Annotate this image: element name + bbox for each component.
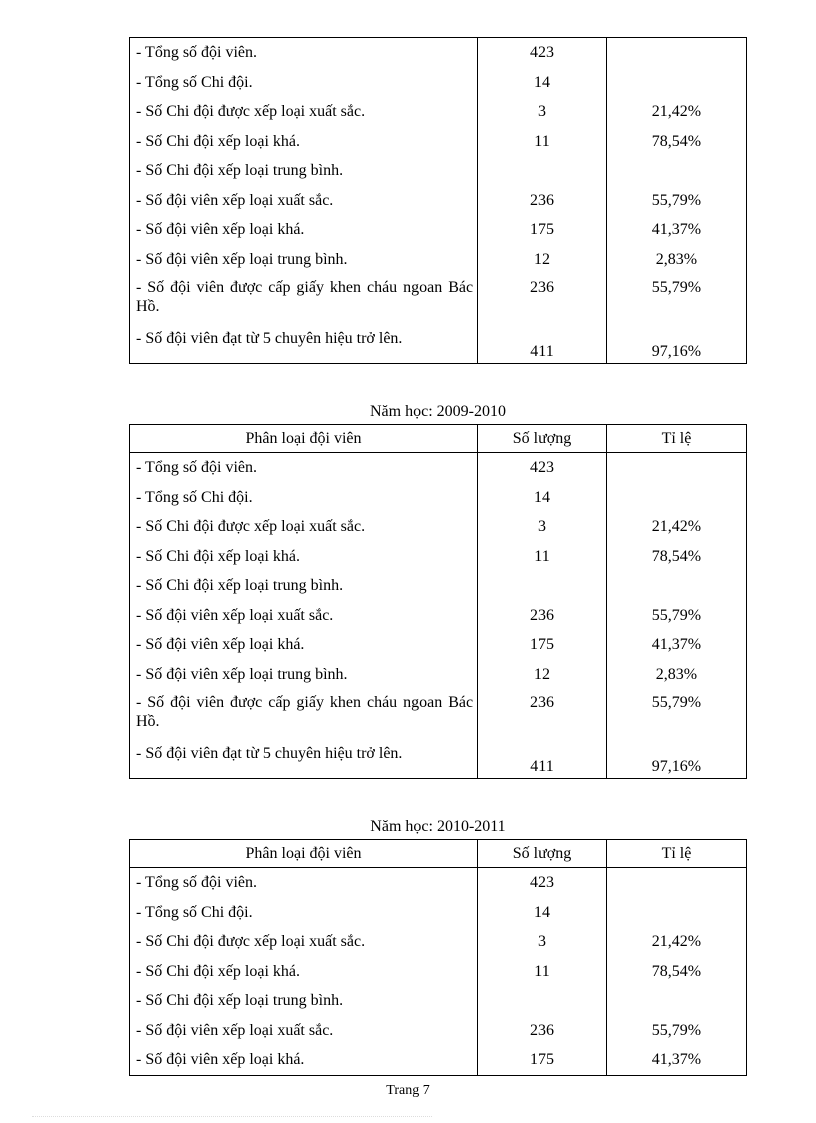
row-count: 236 xyxy=(478,274,607,326)
table-row xyxy=(130,927,747,957)
row-label: - Tổng số Chi đội. xyxy=(130,483,478,513)
row-label: - Số Chi đội xếp loại khá. xyxy=(130,127,478,157)
row-rate: 55,79% xyxy=(606,1016,746,1046)
row-label: - Số Chi đội xếp loại trung bình. xyxy=(130,986,478,1016)
table-row xyxy=(130,1045,747,1075)
table-row xyxy=(130,957,747,987)
table-row xyxy=(130,986,747,1016)
row-label: - Số Chi đội được xếp loại xuất sắc. xyxy=(130,512,478,542)
row-label: - Số Chi đội xếp loại trung bình. xyxy=(130,156,478,186)
footer-divider xyxy=(32,1116,432,1117)
row-label: - Số Chi đội được xếp loại xuất sắc. xyxy=(130,97,478,127)
header-count: Số lượng xyxy=(478,425,607,453)
row-count: 236 xyxy=(478,601,607,631)
row-rate: 21,42% xyxy=(606,512,746,542)
row-label: - Tổng số Chi đội. xyxy=(130,898,478,928)
row-count: 423 xyxy=(478,868,607,898)
table-row xyxy=(130,156,747,186)
row-rate: 2,83% xyxy=(606,660,746,690)
row-count: 3 xyxy=(478,927,607,957)
table-row xyxy=(130,215,747,245)
table-header xyxy=(130,425,747,453)
row-rate: 78,54% xyxy=(606,127,746,157)
row-count: 11 xyxy=(478,542,607,572)
row-count: 236 xyxy=(478,689,607,741)
table-row xyxy=(130,542,747,572)
row-label: - Số đội viên được cấp giấy khen cháu ngoan Bác Hồ. xyxy=(130,689,478,741)
table-row xyxy=(130,127,747,157)
table-row xyxy=(130,97,747,127)
row-rate: 55,79% xyxy=(606,601,746,631)
table-caption-2009-2010: Năm học: 2009-2010 xyxy=(370,403,506,420)
header-count: Số lượng xyxy=(478,840,607,868)
table-row xyxy=(130,1016,747,1046)
table-row xyxy=(130,68,747,98)
table-body xyxy=(130,38,747,364)
table-row xyxy=(130,660,747,690)
row-label: - Số Chi đội được xếp loại xuất sắc. xyxy=(130,927,478,957)
row-rate: 41,37% xyxy=(606,215,746,245)
table-body xyxy=(130,453,747,779)
header-category: Phân loại đội viên xyxy=(130,425,478,453)
classification-table-2009-2010 xyxy=(129,424,747,779)
row-label: - Số đội viên xếp loại khá. xyxy=(130,215,478,245)
row-rate xyxy=(606,38,746,68)
row-count: 14 xyxy=(478,68,607,98)
row-count: 14 xyxy=(478,483,607,513)
row-rate: 2,83% xyxy=(606,245,746,275)
row-count: 423 xyxy=(478,453,607,483)
row-rate xyxy=(606,453,746,483)
row-rate: 21,42% xyxy=(606,927,746,957)
table-row xyxy=(130,326,747,364)
row-count: 411 xyxy=(478,741,607,779)
row-rate: 55,79% xyxy=(606,274,746,326)
row-label: - Số Chi đội xếp loại khá. xyxy=(130,542,478,572)
row-rate: 21,42% xyxy=(606,97,746,127)
table-row xyxy=(130,689,747,741)
row-label: - Số đội viên xếp loại khá. xyxy=(130,630,478,660)
row-count: 11 xyxy=(478,957,607,987)
table-row xyxy=(130,868,747,898)
row-count: 12 xyxy=(478,660,607,690)
table-row xyxy=(130,898,747,928)
row-rate: 97,16% xyxy=(606,326,746,364)
row-rate: 41,37% xyxy=(606,1045,746,1075)
header-rate: Tỉ lệ xyxy=(606,840,746,868)
row-count: 14 xyxy=(478,898,607,928)
row-count: 11 xyxy=(478,127,607,157)
row-count: 12 xyxy=(478,245,607,275)
row-count: 175 xyxy=(478,1045,607,1075)
row-count: 175 xyxy=(478,215,607,245)
row-count xyxy=(478,156,607,186)
row-label: - Số đội viên đạt từ 5 chuyên hiệu trở lên. xyxy=(130,741,478,779)
table-body xyxy=(130,868,747,1076)
row-rate: 55,79% xyxy=(606,186,746,216)
row-label: - Tổng số đội viên. xyxy=(130,868,478,898)
row-label: - Tổng số đội viên. xyxy=(130,453,478,483)
row-count: 423 xyxy=(478,38,607,68)
row-rate xyxy=(606,156,746,186)
row-rate: 78,54% xyxy=(606,957,746,987)
table-row xyxy=(130,601,747,631)
row-rate: 41,37% xyxy=(606,630,746,660)
table-row xyxy=(130,571,747,601)
table-header xyxy=(130,840,747,868)
table-row xyxy=(130,38,747,68)
row-count: 236 xyxy=(478,1016,607,1046)
row-count xyxy=(478,571,607,601)
row-rate xyxy=(606,986,746,1016)
table-row xyxy=(130,245,747,275)
row-count: 3 xyxy=(478,97,607,127)
row-rate xyxy=(606,68,746,98)
row-label: - Số đội viên xếp loại trung bình. xyxy=(130,660,478,690)
row-label: - Tổng số đội viên. xyxy=(130,38,478,68)
table-row xyxy=(130,274,747,326)
row-label: - Số đội viên xếp loại khá. xyxy=(130,1045,478,1075)
row-label: - Số đội viên xếp loại trung bình. xyxy=(130,245,478,275)
row-label: - Số đội viên được cấp giấy khen cháu ngoan Bác Hồ. xyxy=(130,274,478,326)
row-label: - Số Chi đội xếp loại trung bình. xyxy=(130,571,478,601)
table-row xyxy=(130,483,747,513)
table-row xyxy=(130,512,747,542)
row-label: - Tổng số Chi đội. xyxy=(130,68,478,98)
row-rate xyxy=(606,571,746,601)
row-rate xyxy=(606,868,746,898)
table-caption-2010-2011: Năm học: 2010-2011 xyxy=(370,818,506,835)
row-rate xyxy=(606,483,746,513)
table-row xyxy=(130,186,747,216)
page-number: Trang 7 xyxy=(386,1083,430,1098)
classification-table-continued xyxy=(129,37,747,364)
row-count: 175 xyxy=(478,630,607,660)
header-rate: Tỉ lệ xyxy=(606,425,746,453)
table-row xyxy=(130,453,747,483)
row-label: - Số đội viên xếp loại xuất sắc. xyxy=(130,1016,478,1046)
row-rate xyxy=(606,898,746,928)
row-label: - Số đội viên đạt từ 5 chuyên hiệu trở lên. xyxy=(130,326,478,364)
row-label: - Số đội viên xếp loại xuất sắc. xyxy=(130,601,478,631)
row-label: - Số Chi đội xếp loại khá. xyxy=(130,957,478,987)
row-rate: 97,16% xyxy=(606,741,746,779)
classification-table-2010-2011 xyxy=(129,839,747,1076)
row-rate: 78,54% xyxy=(606,542,746,572)
row-count: 236 xyxy=(478,186,607,216)
row-count: 3 xyxy=(478,512,607,542)
header-category: Phân loại đội viên xyxy=(130,840,478,868)
row-label: - Số đội viên xếp loại xuất sắc. xyxy=(130,186,478,216)
row-count xyxy=(478,986,607,1016)
table-row xyxy=(130,741,747,779)
table-row xyxy=(130,630,747,660)
row-rate: 55,79% xyxy=(606,689,746,741)
row-count: 411 xyxy=(478,326,607,364)
